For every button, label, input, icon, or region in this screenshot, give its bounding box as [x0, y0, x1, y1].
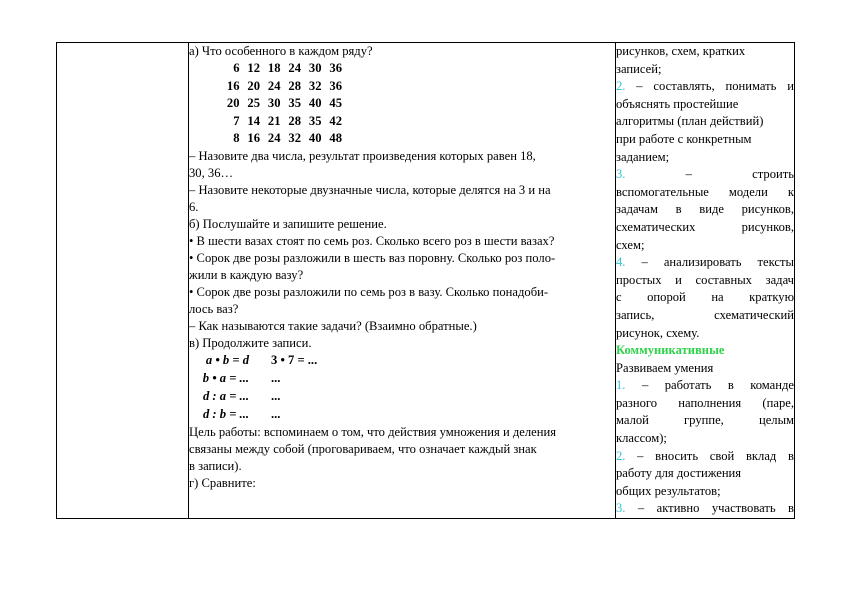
skill-item	[616, 500, 794, 518]
skill-line: – составлять, понимать и	[636, 79, 794, 94]
task-b-title: б) Послушайте и запишите решение.	[189, 216, 387, 231]
formula-left: a • b = d	[205, 352, 249, 367]
number-row	[189, 130, 615, 148]
problem-line: • Сорок две розы разложили по семь роз в вазу. Сколько понадоби-	[189, 284, 549, 299]
skill-line: – вносить свой вклад в	[637, 448, 794, 463]
table-row	[57, 43, 795, 519]
skill-item	[616, 377, 794, 395]
formula-right: ...	[271, 370, 281, 385]
formula-left: d : b = ...	[202, 406, 249, 421]
skill-line: при работе с конкретным	[616, 131, 752, 146]
question-line: – Назовите два числа, результат произведения которых равен 18,	[189, 148, 536, 163]
skills-cell	[616, 43, 795, 519]
question-line: – Как называются такие задачи? (Взаимно обратные.)	[189, 318, 477, 333]
goal-line: в записи).	[189, 458, 242, 473]
skill-line: запись, схематический	[616, 307, 794, 322]
lesson-table	[56, 42, 795, 519]
item-number: 2.	[616, 448, 626, 463]
problem-line: • В шести вазах стоят по семь роз. Сколько всего роз в шести вазах?	[189, 233, 555, 248]
item-number: 3.	[616, 501, 626, 516]
formula-row	[189, 352, 615, 370]
problem-line: • Сорок две розы разложили в шесть ваз поровну. Сколько роз поло-	[189, 250, 556, 265]
number: 40	[308, 96, 322, 110]
number: 42	[329, 113, 342, 128]
skill-line: простых и составных задач	[616, 272, 794, 287]
number: 24	[288, 61, 301, 75]
skill-line: вспомогательные модели к	[616, 184, 794, 199]
skill-item	[616, 254, 794, 272]
skill-line: схематических рисунков,	[616, 219, 794, 234]
skill-line: малой группе, целым	[616, 413, 794, 428]
formula-left: d : a = ...	[202, 388, 249, 403]
item-number: 3.	[616, 167, 626, 182]
number: 16	[247, 131, 260, 145]
skill-line: – строить	[685, 167, 794, 182]
number: 18	[267, 61, 281, 75]
number: 45	[329, 96, 342, 110]
number: 21	[267, 113, 281, 128]
skill-line: схем;	[616, 237, 645, 252]
number-row	[189, 113, 615, 131]
task-a-title: а) Что особенного в каждом ряду?	[189, 44, 373, 58]
skill-line: рисунок, схему.	[616, 325, 700, 340]
number: 28	[288, 78, 301, 93]
formula-row	[189, 370, 615, 388]
number: 16	[226, 78, 240, 93]
item-number: 2.	[616, 79, 626, 94]
skill-line: алгоритмы (план действий)	[616, 114, 764, 129]
skill-line: – работать в команде	[641, 378, 794, 393]
number: 25	[247, 96, 260, 110]
formula-right: 3 • 7 = ...	[271, 352, 318, 367]
skill-line: с опорой на краткую	[616, 290, 794, 305]
number: 20	[226, 96, 240, 110]
goal-line: Цель работы: вспоминаем о том, что действия умножения и деления	[189, 424, 556, 439]
skill-line: рисунков, схем, кратких	[616, 44, 746, 58]
skill-line: работу для достижения	[616, 466, 742, 481]
section-heading: Коммуникативные	[616, 343, 725, 358]
number: 32	[288, 131, 301, 145]
skill-line: объяснять простейшие	[616, 96, 739, 111]
skill-item	[616, 448, 794, 466]
number: 8	[233, 131, 240, 145]
tasks-cell	[189, 43, 616, 519]
skill-line: разного наполнения (паре,	[616, 395, 794, 410]
problem-line: жили в каждую вазу?	[189, 267, 304, 282]
item-number: 4.	[616, 255, 626, 270]
number-row	[189, 95, 615, 113]
skill-line: – анализировать тексты	[641, 255, 794, 270]
skill-line: классом);	[616, 431, 667, 446]
number: 30	[267, 96, 281, 110]
number: 6	[233, 61, 240, 75]
number: 35	[308, 113, 322, 128]
number: 20	[247, 78, 260, 93]
number-row	[189, 78, 615, 96]
formula-row	[189, 406, 615, 424]
question-line: – Назовите некоторые двузначные числа, которые делятся на 3 и на	[189, 182, 551, 197]
skill-line: записей;	[616, 61, 662, 76]
number: 14	[247, 113, 260, 128]
number: 12	[247, 61, 260, 75]
empty-cell	[57, 43, 189, 519]
number: 7	[233, 113, 240, 128]
skill-line: Развиваем умения	[616, 360, 714, 375]
number: 48	[329, 131, 342, 145]
task-g-title: г) Сравните:	[189, 475, 256, 490]
number: 40	[308, 131, 322, 145]
skill-line: заданием;	[616, 149, 670, 164]
formula-right: ...	[271, 406, 281, 421]
number: 36	[329, 61, 342, 75]
number: 35	[288, 96, 301, 110]
task-v-title: в) Продолжите записи.	[189, 335, 312, 350]
number: 30	[308, 61, 322, 75]
number: 32	[308, 78, 322, 93]
formula-right: ...	[271, 388, 281, 403]
number: 24	[267, 78, 281, 93]
skill-line: общих результатов;	[616, 483, 721, 498]
formula-row	[189, 388, 615, 406]
item-number: 1.	[616, 378, 626, 393]
number-row	[189, 60, 615, 78]
skill-line: – активно участвовать в	[637, 501, 795, 516]
formula-left: b • a = ...	[202, 370, 249, 385]
skill-item	[616, 78, 794, 96]
skill-line: задачам в виде рисунков,	[616, 202, 794, 217]
problem-line: лось ваз?	[189, 301, 239, 316]
skill-item	[616, 166, 794, 184]
question-line: 30, 36…	[189, 165, 234, 180]
number: 28	[288, 113, 301, 128]
goal-line: связаны между собой (проговариваем, что означает каждый знак	[189, 441, 537, 456]
number: 24	[267, 131, 281, 145]
number: 36	[329, 78, 342, 93]
question-line: 6.	[189, 199, 199, 214]
